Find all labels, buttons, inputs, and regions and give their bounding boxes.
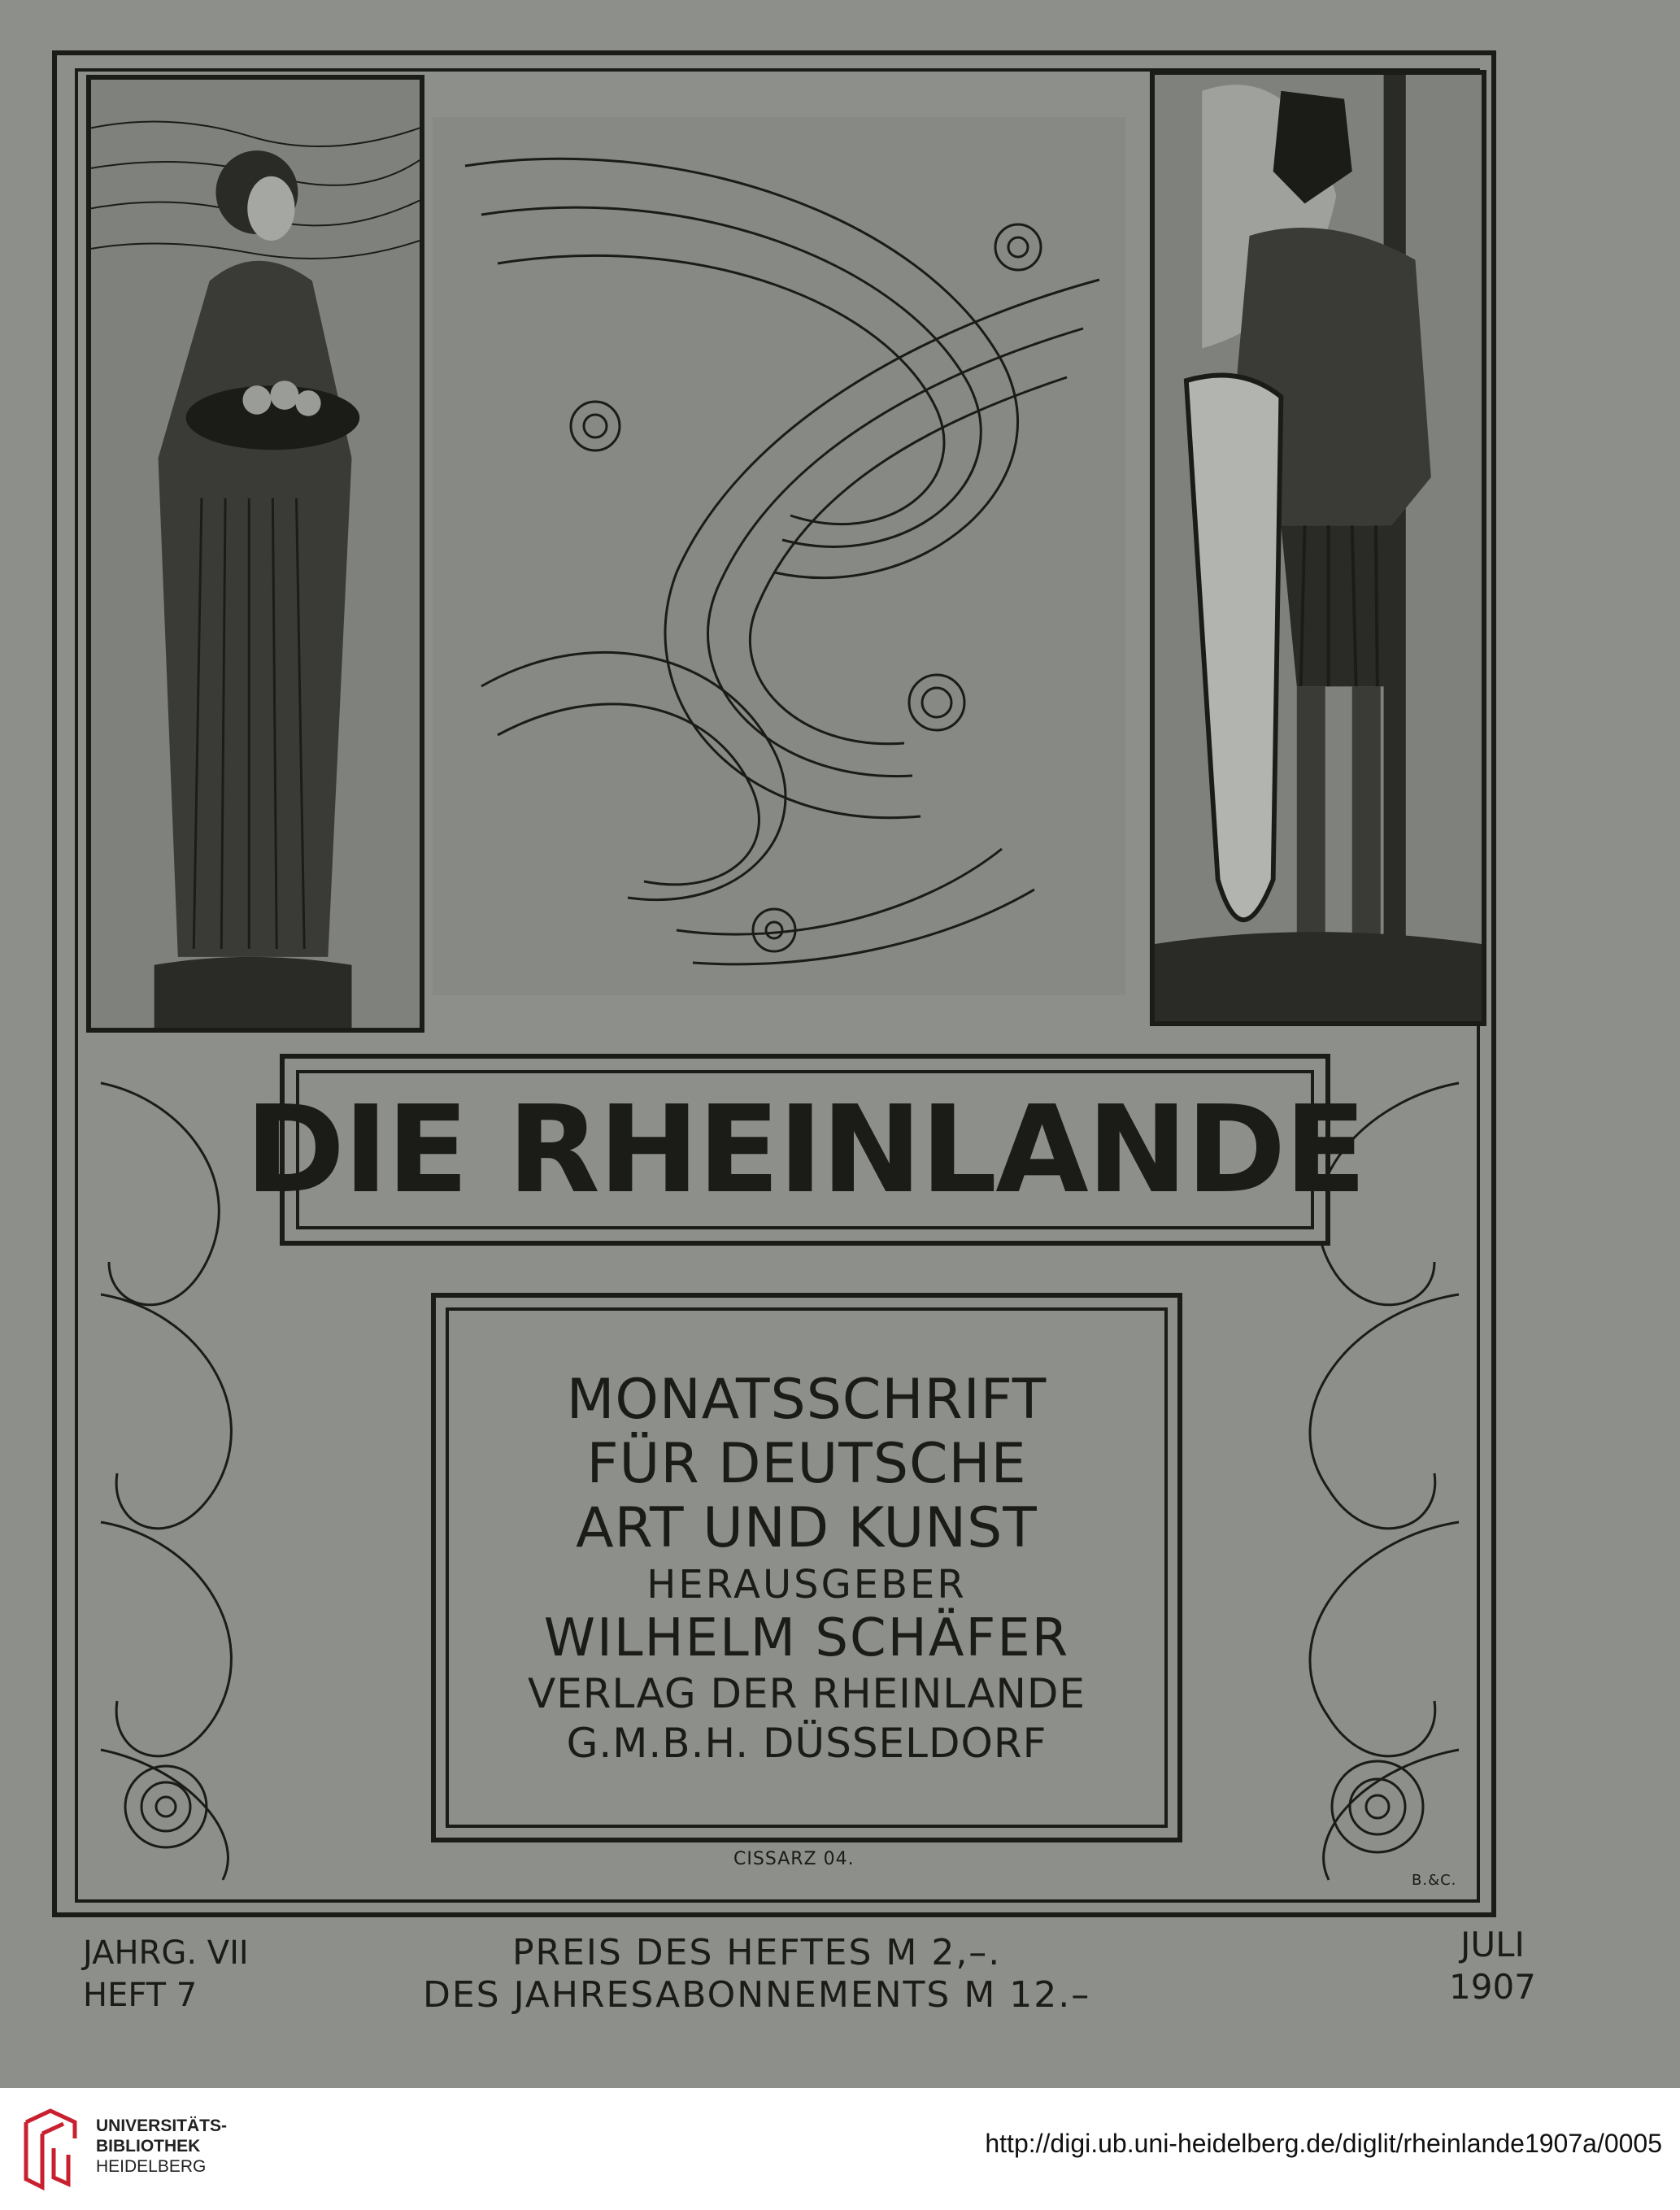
woman-illustration-panel — [86, 75, 424, 1033]
subtitle-line-2: FÜR DEUTSCHE — [586, 1432, 1027, 1497]
magazine-title: DIE RHEINLANDE — [245, 1080, 1365, 1220]
publisher-line-1: VERLAG DER RHEINLANDE — [527, 1670, 1086, 1718]
year-label: 1907 — [1449, 1967, 1536, 2007]
digitization-footer — [0, 2088, 1680, 2210]
price-info — [423, 1932, 1090, 2016]
publisher-line-2: G.M.B.H. DÜSSELDORF — [566, 1719, 1047, 1767]
swirl-pattern — [433, 117, 1125, 995]
volume-label: JAHRG. VII — [83, 1934, 249, 1972]
issue-label: HEFT 7 — [83, 1977, 198, 2014]
month-label: JULI — [1460, 1925, 1525, 1964]
artist-signature: CISSARZ 04. — [733, 1849, 855, 1869]
issue-info — [83, 1932, 249, 2016]
subtitle-box — [431, 1293, 1182, 1842]
library-name: UNIVERSITÄTS- BIBLIOTHEK HEIDELBERG — [96, 2116, 228, 2176]
printer-mark: B.&C. — [1412, 1872, 1457, 1889]
subtitle-line-3: ART UND KUNST — [576, 1496, 1038, 1561]
editor-name: WILHELM SCHÄFER — [543, 1608, 1070, 1669]
woman-figure-image — [91, 80, 420, 1028]
date-info — [1449, 1924, 1536, 2008]
price-line: PREIS DES HEFTES M 2,–. — [511, 1932, 1002, 1973]
subtitle-line-1: MONATSSCHRIFT — [566, 1367, 1047, 1432]
editor-label: HERAUSGEBER — [646, 1561, 967, 1607]
subscription-line: DES JAHRESABONNEMENTS M 12.– — [423, 1974, 1091, 2016]
knight-illustration-panel — [1150, 70, 1486, 1026]
library-logo-icon — [18, 2106, 86, 2190]
central-swirl-ornament — [433, 117, 1125, 995]
source-url-link[interactable]: http://digi.ub.uni-heidelberg.de/diglit/rheinlande1907a/0005 — [985, 2129, 1662, 2158]
title-box — [245, 1054, 1365, 1246]
knight-figure-image — [1155, 75, 1482, 1021]
